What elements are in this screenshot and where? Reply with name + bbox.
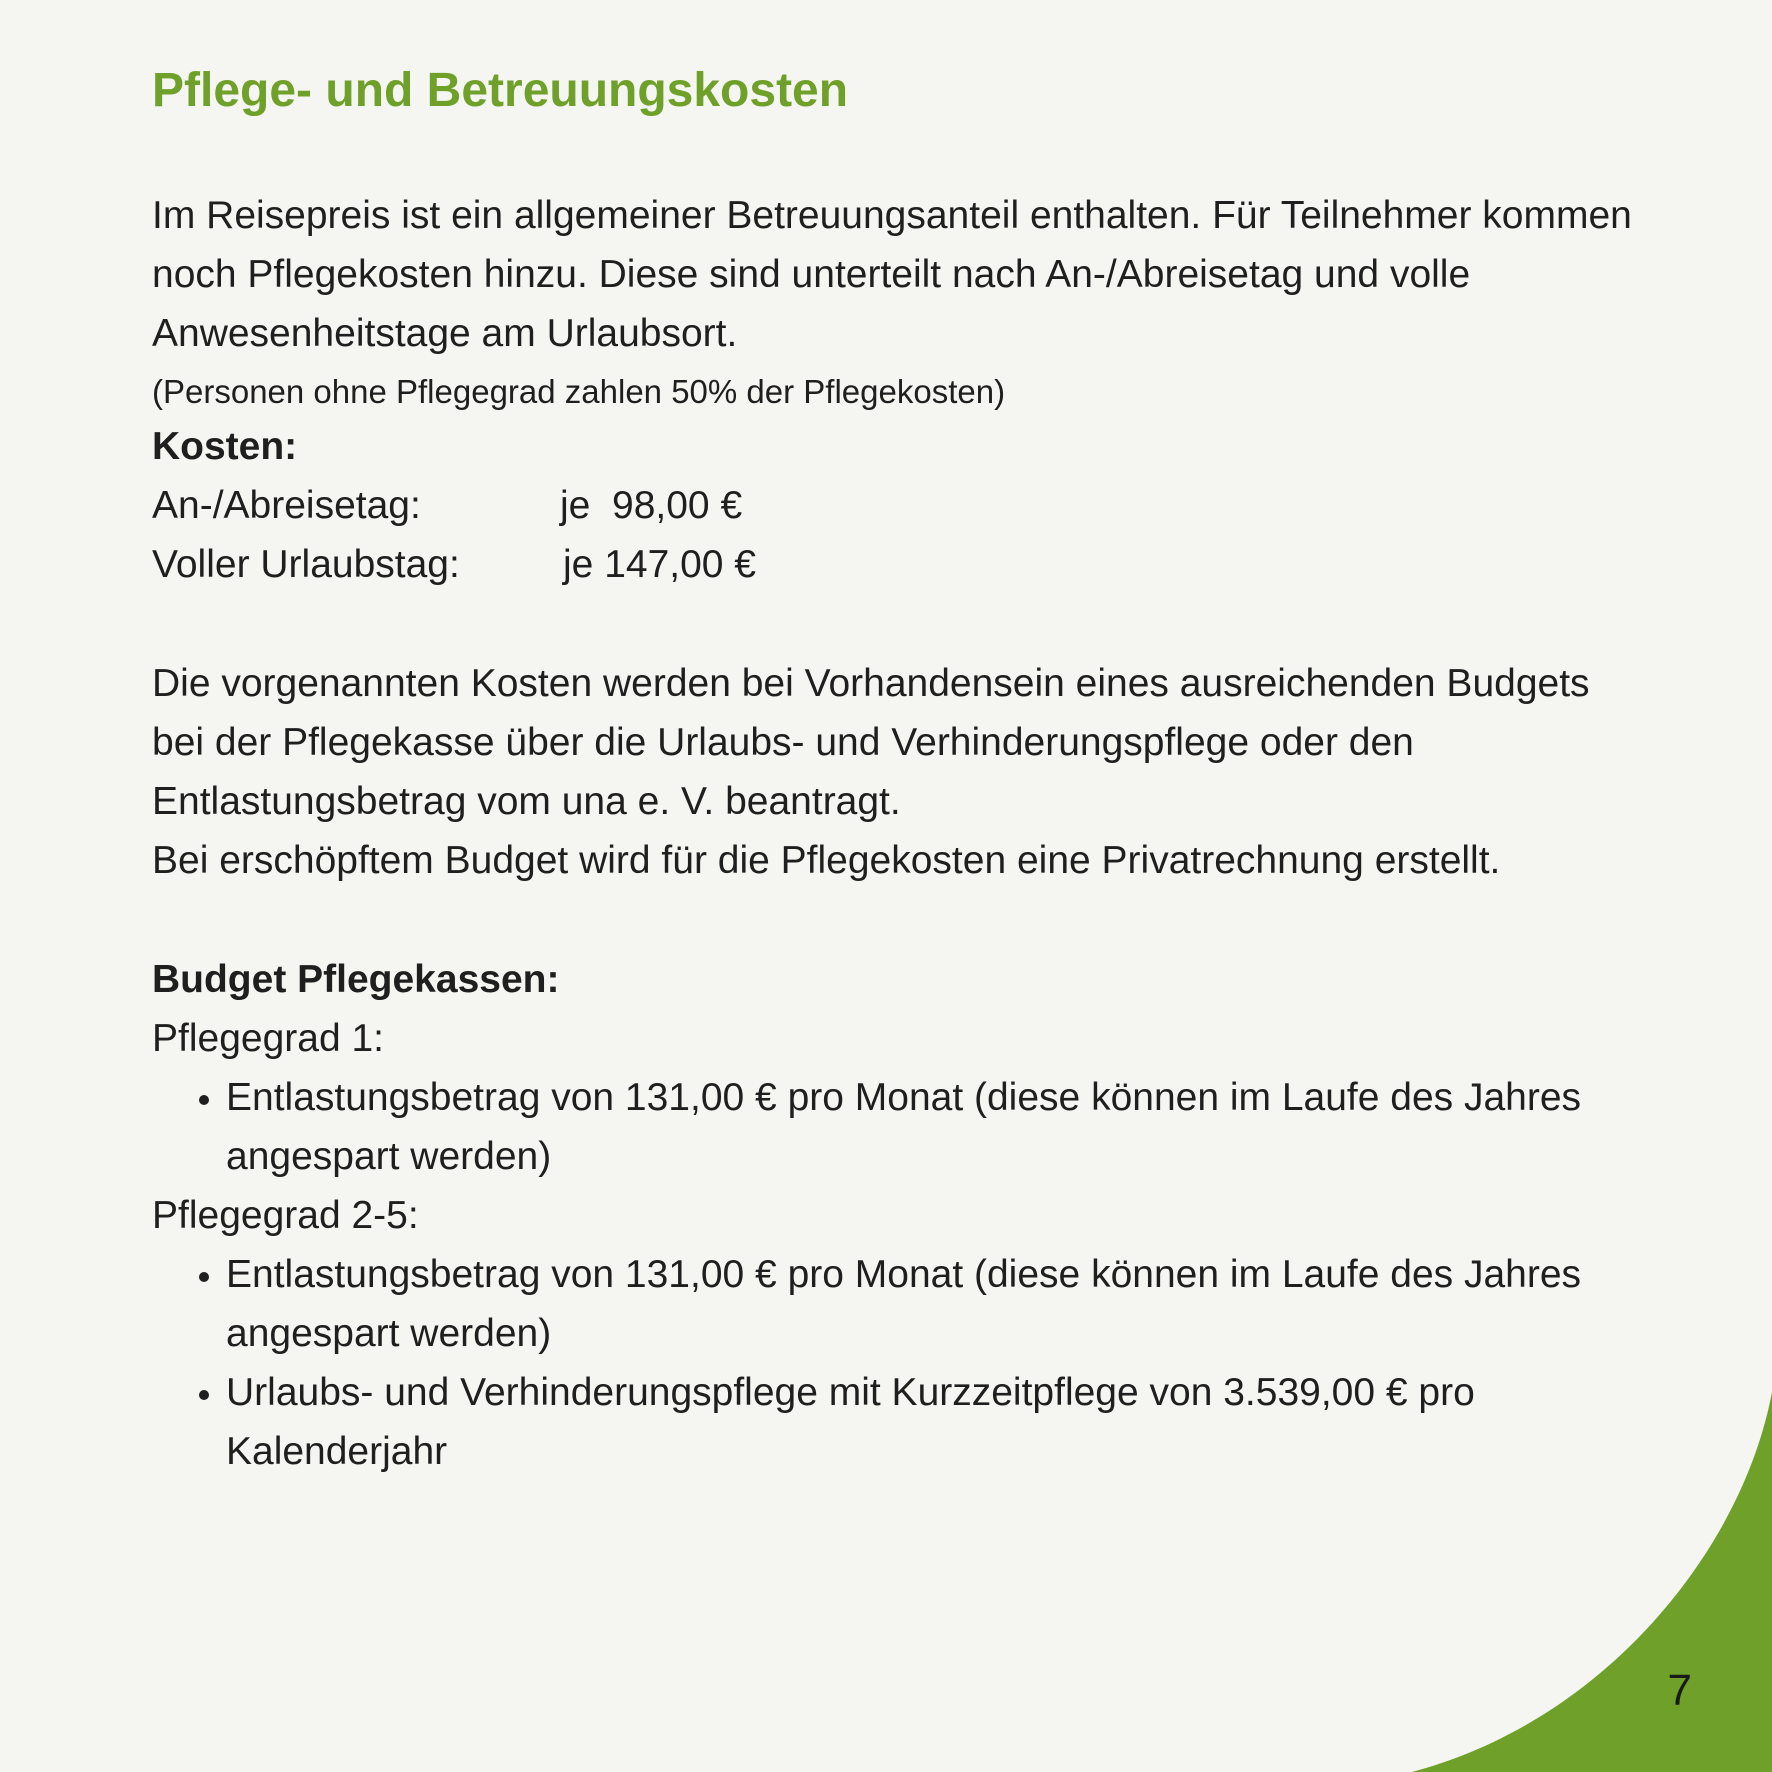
page-content bbox=[152, 58, 1652, 1481]
list-item: • Entlastungsbetrag von 131,00 € pro Monat (diese können im Laufe des Jahres angespart werden) bbox=[226, 1245, 1652, 1363]
list-item: • Urlaubs- und Verhinderungspflege mit Kurzzeitpflege von 3.539,00 € pro Kalenderjahr bbox=[226, 1363, 1652, 1481]
budget-info-paragraph: Die vorgenannten Kosten werden bei Vorhandensein eines ausreichenden Budgets bei der Pflegekasse über die Urlaubs- und Verhinderungspflege oder den Entlastungsbetrag vom una e. V. beantragt. bbox=[152, 662, 1590, 823]
cost-label: An-/Abreisetag: bbox=[152, 484, 421, 527]
page-number: 7 bbox=[1667, 1666, 1692, 1715]
intro-note: (Personen ohne Pflegegrad zahlen 50% der Pflegekosten) bbox=[152, 373, 1006, 410]
cost-row-arrival bbox=[152, 476, 1652, 535]
grade2-5-list bbox=[152, 1245, 1652, 1481]
budget-heading: Budget Pflegekassen: bbox=[152, 958, 560, 1001]
cost-row-full-day bbox=[152, 535, 1652, 594]
grade1-list bbox=[152, 1068, 1652, 1186]
cost-value: je 147,00 € bbox=[563, 543, 757, 586]
private-invoice-paragraph: Bei erschöpftem Budget wird für die Pflegekosten eine Privatrechnung erstellt. bbox=[152, 839, 1501, 882]
costs-heading: Kosten: bbox=[152, 425, 298, 468]
grade1-label: Pflegegrad 1: bbox=[152, 1017, 385, 1060]
cost-value: je 98,00 € bbox=[560, 484, 743, 527]
cost-label: Voller Urlaubstag: bbox=[152, 543, 460, 586]
list-item: • Entlastungsbetrag von 131,00 € pro Monat (diese können im Laufe des Jahres angespart werden) bbox=[226, 1068, 1652, 1186]
intro-paragraph: Im Reisepreis ist ein allgemeiner Betreuungsanteil enthalten. Für Teilnehmer kommen noch Pflegekosten hinzu. Diese sind unterteilt nach An-/Abreisetag und volle Anwesenheitstage am Urlaubsort. bbox=[152, 194, 1632, 355]
page-title: Pflege- und Betreuungskosten bbox=[152, 64, 849, 117]
grade2-5-label: Pflegegrad 2-5: bbox=[152, 1194, 419, 1237]
